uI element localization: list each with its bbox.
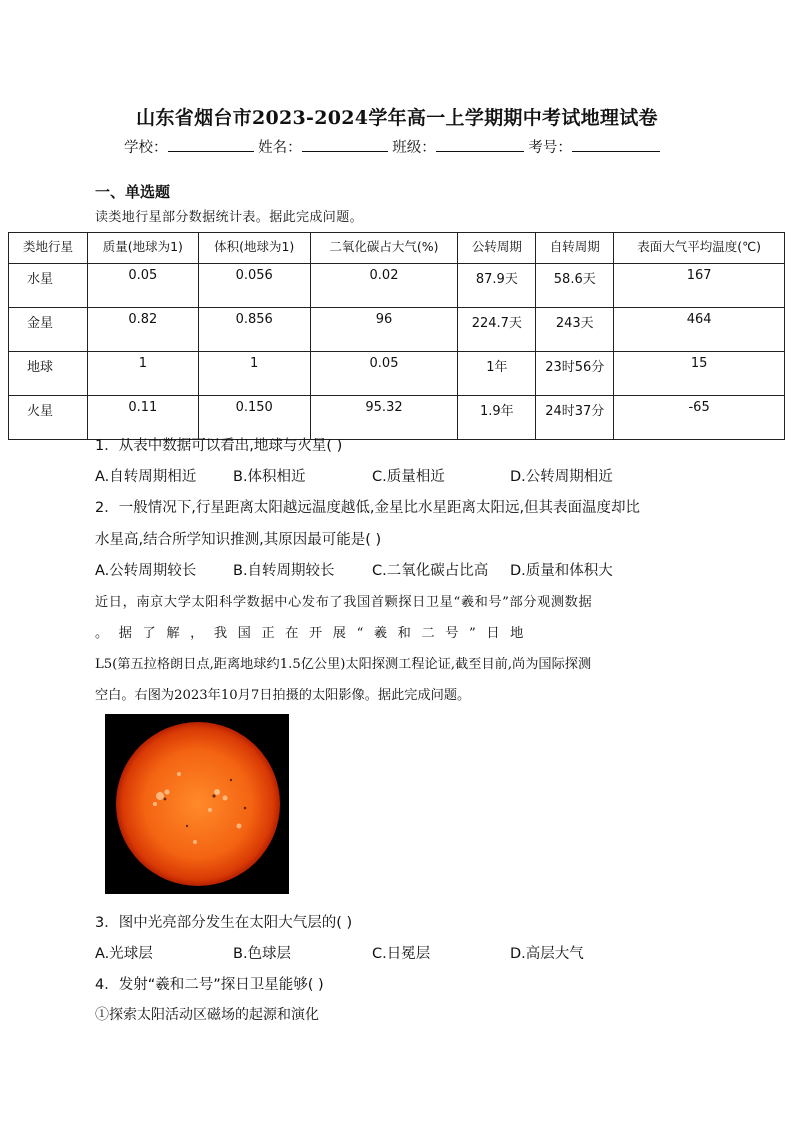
question-1-option-d[interactable]: D.公转周期相近	[510, 469, 613, 485]
passage-line-1: 近日，南京大学太阳科学数据中心发布了我国首颗探日卫星“羲和号”部分观测数据	[95, 595, 593, 610]
class-label: 班级：	[392, 140, 436, 156]
page-title: 山东省烟台市2023-2024学年高一上学期期中考试地理试卷	[136, 107, 658, 129]
question-4-item-1: ①探索太阳活动区磁场的起源和演化	[95, 1007, 319, 1023]
class-blank[interactable]	[436, 137, 524, 152]
school-blank[interactable]	[168, 137, 254, 152]
table-cell: 96	[310, 308, 458, 352]
question-3-option-d[interactable]: D.高层大气	[510, 946, 584, 962]
table-cell: 243天	[536, 308, 614, 352]
question-2-stem-line-2: 水星高,结合所学知识推测,其原因最可能是( )	[95, 532, 382, 548]
name-label: 姓名：	[258, 140, 302, 156]
table-cell: 0.856	[198, 308, 310, 352]
table-row	[9, 352, 785, 396]
table-cell: 1	[87, 352, 198, 396]
table-cell: 1年	[458, 352, 536, 396]
table-cell: 1.9年	[458, 396, 536, 440]
table-cell: 水星	[9, 264, 88, 308]
table-cell: 58.6天	[536, 264, 614, 308]
table-row	[9, 264, 785, 308]
table-cell: 0.056	[198, 264, 310, 308]
table-cell: 24时37分	[536, 396, 614, 440]
question-4-stem: 4．发射“羲和二号”探日卫星能够( )	[95, 977, 324, 993]
table-cell: -65	[614, 396, 785, 440]
table-cell: 金星	[9, 308, 88, 352]
passage-line-2: 。 据 了 解 ， 我 国 正 在 开 展 “ 羲 和 二 号 ” 日 地	[95, 626, 527, 641]
intro-text: 读类地行星部分数据统计表。据此完成问题。	[95, 210, 364, 225]
table-cell: 224.7天	[458, 308, 536, 352]
name-blank[interactable]	[302, 137, 388, 152]
question-2-option-a[interactable]: A.公转周期较长	[95, 563, 197, 579]
table-cell: 0.02	[310, 264, 458, 308]
planet-data-table	[8, 232, 785, 440]
table-cell: 464	[614, 308, 785, 352]
table-cell: 0.05	[310, 352, 458, 396]
question-1-option-b[interactable]: B.体积相近	[233, 469, 306, 485]
passage-line-4: 空白。右图为2023年10月7日拍摄的太阳影像。据此完成问题。	[95, 688, 471, 703]
table-cell: 15	[614, 352, 785, 396]
table-header-cell: 公转周期	[458, 233, 536, 264]
sun-icon	[105, 714, 289, 894]
table-cell: 1	[198, 352, 310, 396]
table-row	[9, 396, 785, 440]
number-blank[interactable]	[572, 137, 660, 152]
table-cell: 87.9天	[458, 264, 536, 308]
table-cell: 地球	[9, 352, 88, 396]
student-info-row	[124, 136, 660, 157]
question-2-option-b[interactable]: B.自转周期较长	[233, 563, 335, 579]
number-label: 考号：	[528, 140, 572, 156]
table-header-cell: 二氧化碳占大气(%)	[310, 233, 458, 264]
table-row	[9, 308, 785, 352]
question-1-option-c[interactable]: C.质量相近	[372, 469, 445, 485]
question-1-stem: 1．从表中数据可以看出,地球与火星( )	[95, 438, 343, 454]
school-label: 学校：	[124, 140, 168, 156]
sun-image	[105, 714, 289, 894]
question-2-option-c[interactable]: C.二氧化碳占比高	[372, 563, 489, 579]
question-3-option-c[interactable]: C.日冕层	[372, 946, 431, 962]
table-cell: 火星	[9, 396, 88, 440]
table-cell: 95.32	[310, 396, 458, 440]
question-3-option-b[interactable]: B.色球层	[233, 946, 292, 962]
section-heading: 一、单选题	[95, 183, 171, 201]
table-cell: 0.11	[87, 396, 198, 440]
table-header-row	[9, 233, 785, 264]
table-header-cell: 类地行星	[9, 233, 88, 264]
table-header-cell: 表面大气平均温度(℃)	[614, 233, 785, 264]
question-2-stem-line-1: 2．一般情况下,行星距离太阳越远温度越低,金星比水星距离太阳远,但其表面温度却比	[95, 500, 641, 516]
table-cell: 23时56分	[536, 352, 614, 396]
table-header-cell: 自转周期	[536, 233, 614, 264]
question-3-option-a[interactable]: A.光球层	[95, 946, 153, 962]
question-3-stem: 3．图中光亮部分发生在太阳大气层的( )	[95, 915, 353, 931]
table-cell: 167	[614, 264, 785, 308]
table-cell: 0.82	[87, 308, 198, 352]
question-1-option-a[interactable]: A.自转周期相近	[95, 469, 197, 485]
table-header-cell: 质量(地球为1)	[87, 233, 198, 264]
table-cell: 0.05	[87, 264, 198, 308]
question-2-option-d[interactable]: D.质量和体积大	[510, 563, 613, 579]
table-header-cell: 体积(地球为1)	[198, 233, 310, 264]
table-cell: 0.150	[198, 396, 310, 440]
passage-line-3: L5(第五拉格朗日点,距离地球约1.5亿公里)太阳探测工程论证,截至目前,尚为国际探测	[95, 657, 592, 672]
